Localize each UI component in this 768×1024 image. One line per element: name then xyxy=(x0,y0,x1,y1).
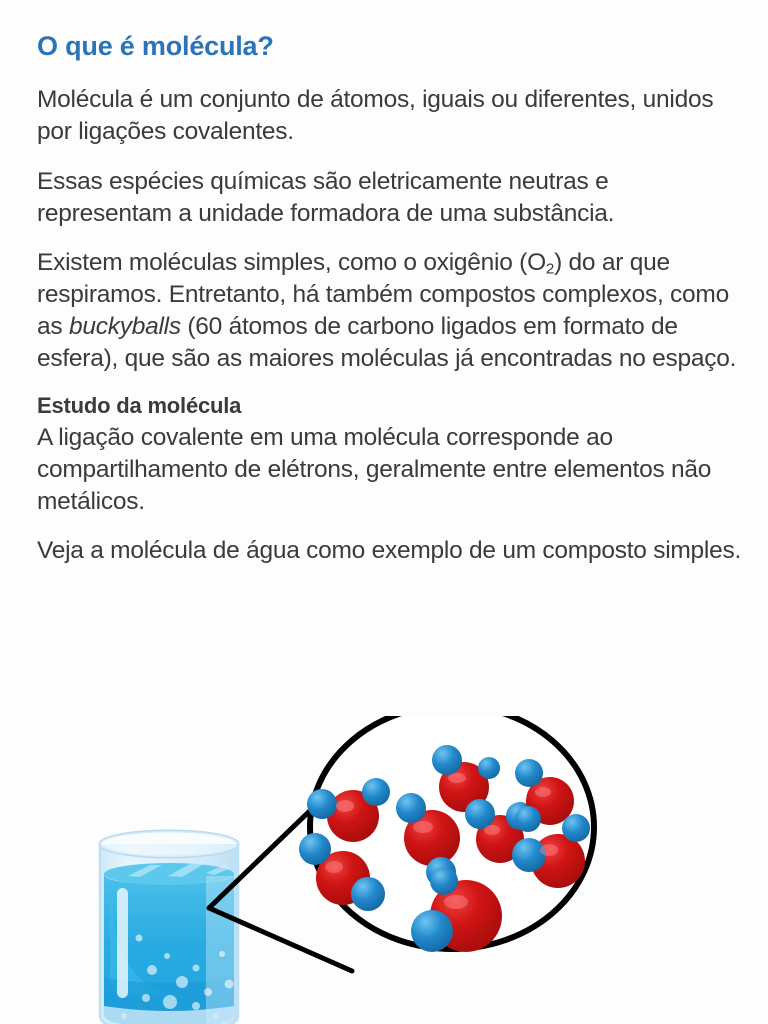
oxygen-highlight xyxy=(448,773,466,783)
hydrogen-atom xyxy=(515,806,541,832)
paragraph-water-example: Veja a molécula de água como exemplo de um composto simples. xyxy=(37,537,742,565)
hydrogen-atom xyxy=(430,867,458,895)
hydrogen-atom xyxy=(362,778,390,806)
hydrogen-atom xyxy=(515,759,543,787)
paragraph-covalent-bond: A ligação covalente em uma molécula corresponde ao compartilhamento de elétrons, geralmente entre elementos não metálicos. xyxy=(37,423,712,515)
oxygen-highlight xyxy=(444,895,468,909)
oxygen-highlight xyxy=(535,787,551,797)
hydrogen-atom xyxy=(432,745,462,775)
hydrogen-atom xyxy=(562,814,590,842)
oxygen-text-before: Existem moléculas simples, como o oxigênio (O xyxy=(37,248,546,276)
paragraph-neutral-species: Essas espécies químicas são eletricamente neutras e representam a unidade formadora de uma substância. xyxy=(37,167,615,227)
oxygen-highlight xyxy=(540,844,558,856)
paragraph-definition: Molécula é um conjunto de átomos, iguais ou diferentes, unidos por ligações covalentes. xyxy=(37,86,714,146)
hydrogen-atom xyxy=(299,833,331,865)
glass-of-water-illustration xyxy=(100,831,238,1024)
oxygen-highlight xyxy=(325,861,343,873)
oxygen-text-after: (60 átomos de carbono ligados em formato de esfera), que são as maiores moléculas já encontradas no espaço. xyxy=(37,313,737,373)
oxygen-highlight xyxy=(336,800,354,812)
hydrogen-atom xyxy=(465,799,495,829)
oxygen-highlight xyxy=(484,825,500,835)
hydrogen-atom xyxy=(411,910,453,952)
hydrogen-atom xyxy=(307,789,337,819)
oxygen-text-middle: ) do ar que respiramos. Entretanto, há também compostos complexos, como as xyxy=(37,248,729,341)
buckyballs-italic: buckyballs xyxy=(68,313,181,341)
document-content xyxy=(37,30,743,584)
page-title: O que é molécula? xyxy=(37,31,274,61)
hydrogen-atom xyxy=(396,793,426,823)
oxygen-highlight xyxy=(413,821,433,833)
hydrogen-atom xyxy=(478,757,500,779)
figure-water-molecules xyxy=(0,716,768,1024)
glass-rim-inner xyxy=(100,831,238,857)
glass-highlight-streak xyxy=(117,888,128,998)
hydrogen-atom xyxy=(351,877,385,911)
oxygen-subscript: 2 xyxy=(545,260,555,278)
hydrogen-atom xyxy=(512,838,546,872)
paragraph-oxygen-buckyballs xyxy=(37,247,743,376)
subheading-estudo: Estudo da molécula xyxy=(37,393,242,419)
